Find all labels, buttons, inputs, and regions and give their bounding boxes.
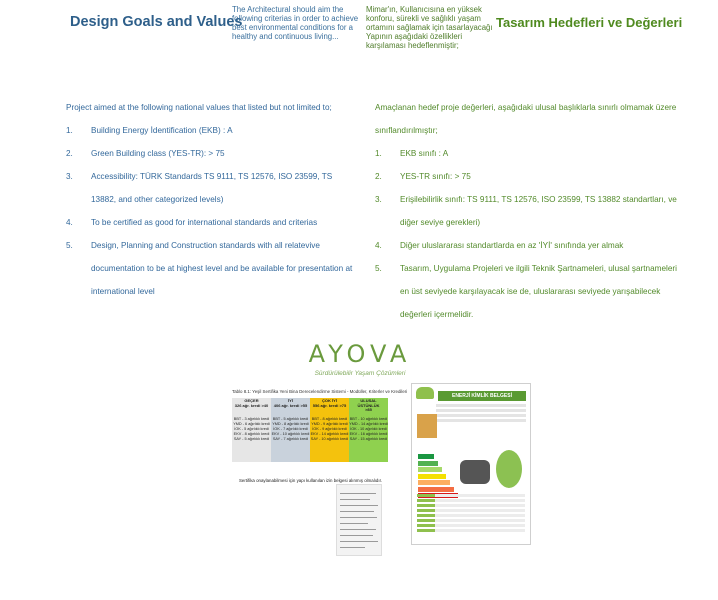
energy-rating-ring <box>496 450 522 488</box>
energy-class-bar <box>418 467 442 472</box>
title-turkish: Tasarım Hedefleri ve Değerleri <box>496 15 683 30</box>
energy-certificate <box>411 383 531 545</box>
scan-line <box>340 547 365 548</box>
building-illustration <box>417 414 437 438</box>
rating-column <box>271 398 310 462</box>
rating-column-head: ÇOK İYİ 556 ağr. kredi >75 <box>312 398 347 408</box>
rating-column-body: BBT - 3 ağırlıklı kredi YMD - 6 ağırlıklı kredi İOK - 5 ağırlıklı kredi EKV - 8 ağırlıklı kredi SAY - 5 ağırlıklı kredi <box>233 417 270 441</box>
info-row <box>436 414 526 417</box>
scan-line <box>340 535 373 536</box>
scan-line <box>340 541 378 542</box>
data-row <box>417 504 525 507</box>
turkish-lead: Amaçlanan hedef proje değerleri, aşağıdaki ulusal başlıklarla sınırlı olmamak üzere sınıflandırılmıştır; <box>375 103 677 135</box>
english-item: 2. Green Building class (YES-TR): > 75 <box>66 149 225 158</box>
logo-tagline: Sürdürülebilir Yaşam Çözümleri <box>314 370 406 377</box>
scan-line <box>340 505 378 506</box>
english-item: 3. Accessibility: TÜRK Standards TS 9111, TS 12576, ISO 23599, TS 13882, and other categorized levels) <box>66 172 333 204</box>
turkish-goals <box>375 96 680 326</box>
data-row <box>417 494 525 497</box>
certificate-data-grid <box>417 494 525 538</box>
turkish-item: 1. EKB sınıfı : A <box>375 149 449 158</box>
title-english: Design Goals and Values <box>70 14 243 30</box>
info-row <box>436 404 526 407</box>
rating-column <box>310 398 349 462</box>
rating-column-head: ULUSAL ÜSTÜNLÜK >85 <box>357 398 380 413</box>
turkish-item: 4. Diğer uluslararası standartlarda en az 'İYİ' sınıfında yer almak <box>375 241 624 250</box>
table-note: Sertifika onaylanabilmesi için yapı kullanılan izin belgesi alınmış olmalıdır. <box>239 478 383 483</box>
scan-line <box>340 493 376 494</box>
english-goals <box>66 96 356 303</box>
rating-column-body: BBT - 5 ağırlıklı kredi YMD - 8 ağırlıklı kredi İOK - 7 ağırlıklı kredi EKV - 10 ağırlıklı kredi SAY - 7 ağırlıklı kredi <box>271 417 310 441</box>
certificate-title: ENERJİ KİMLİK BELGESİ <box>438 391 526 401</box>
rating-column-body: BBT - 8 ağırlıklı kredi YMD - 9 ağırlıklı kredi İOK - 9 ağırlıklı kredi EKV - 14 ağırlıklı kredi SAY - 10 ağırlıklı kredi <box>310 417 349 441</box>
english-lead: Project aimed at the following national values that listed but not limited to; <box>66 103 332 112</box>
scan-line <box>340 523 368 524</box>
data-row <box>417 524 525 527</box>
logo-wordmark: AYOVA <box>308 340 412 368</box>
energy-class-bar <box>418 461 438 466</box>
certificate-info-rows <box>436 404 526 424</box>
energy-class-bar <box>418 454 434 459</box>
info-row <box>436 419 526 422</box>
turkish-item: 3. Erişilebilirlik sınıfı: TS 9111, TS 12576, ISO 23599, TS 13882 standartları, ve diğer seviye gerekleri) <box>375 195 677 227</box>
criteria-list-scan <box>336 484 382 556</box>
rating-column-head: İYİ 406 ağr. kredi >55 <box>273 398 308 408</box>
rating-column <box>349 398 388 462</box>
intro-turkish: Mimar'ın, Kullanıcısına en yüksek konforu, sürekli ve sağlıklı yaşam ortamını sağlamak için tasarlayacağı Yapının aşağıdaki özellikleri karşılaması hedeflenmiştir; <box>366 5 493 50</box>
info-row <box>436 409 526 412</box>
turkish-item: 2. YES-TR sınıfı: > 75 <box>375 172 471 181</box>
table-caption: Tablo 8.1: Yeşil Sertifika Yeni Bina Derecelendirme Sistemi - Modüller, Kriterler ve Kredileri <box>232 389 408 394</box>
scan-line <box>340 517 377 518</box>
rating-table-figure <box>226 382 408 558</box>
english-item: 5. Design, Planning and Construction standards with all relatevive documentation to be at highest level and be available for presentation at international level <box>66 241 353 296</box>
energy-class-bar <box>418 487 454 492</box>
data-row <box>417 499 525 502</box>
energy-class-bar <box>418 474 446 479</box>
scan-line <box>340 511 374 512</box>
data-row <box>417 509 525 512</box>
product-illustration <box>460 460 490 484</box>
rating-column <box>232 398 271 462</box>
rating-column-body: BBT - 10 ağırlıklı kredi YMD - 14 ağırlıklı kredi İOK - 10 ağırlıklı kredi EKV - 16 ağırlıklı kredi SAY - 15 ağırlıklı kredi <box>349 417 388 441</box>
intro-english: The Architectural should aim the following criterias in order to achieve best environmental conditions for a healthy and continuous living... <box>232 5 359 41</box>
data-row <box>417 519 525 522</box>
ayova-logo <box>286 336 434 386</box>
energy-class-bars <box>418 454 462 500</box>
scan-line <box>340 499 370 500</box>
certificate-logo <box>416 387 434 399</box>
english-item: 1. Building Energy İdentification (EKB) : A <box>66 126 233 135</box>
energy-class-bar <box>418 480 450 485</box>
data-row <box>417 514 525 517</box>
data-row <box>417 529 525 532</box>
turkish-item: 5. Tasarım, Uygulama Projeleri ve ilgili Teknik Şartnameleri, ulusal şartnameleri en üst seviyede karşılayacak ise de, uluslararası seviyede yarışabilecek değerleri içermelidir. <box>375 264 677 319</box>
rating-column-head: GEÇER 326 ağr. kredi >40 <box>234 398 269 408</box>
scan-line <box>340 529 376 530</box>
english-item: 4. To be certified as good for international standards and criterias <box>66 218 318 227</box>
